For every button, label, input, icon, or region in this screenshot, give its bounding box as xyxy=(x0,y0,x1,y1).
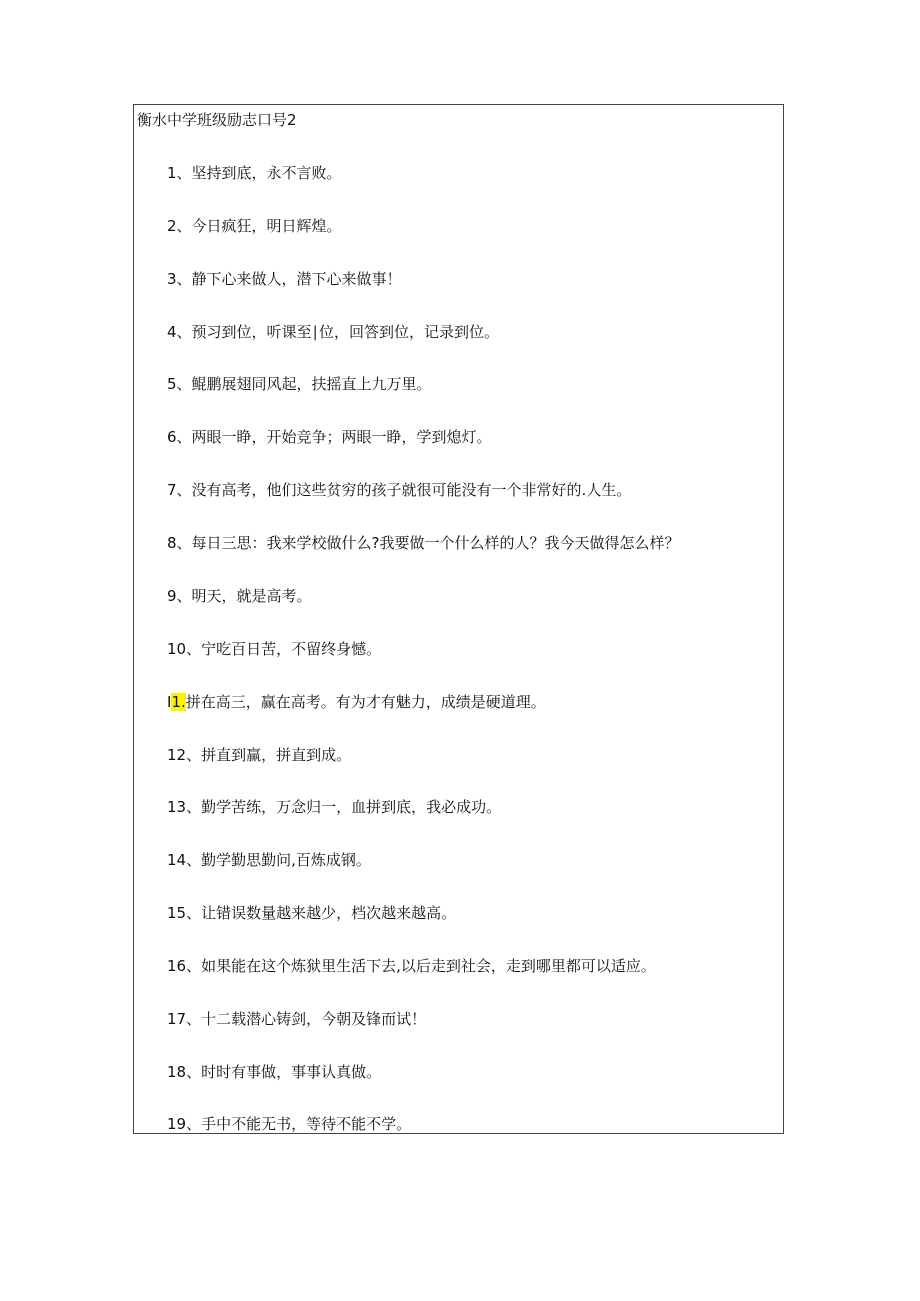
slogan-list xyxy=(134,105,783,1133)
list-item: 1、坚持到底，永不言败。 xyxy=(167,164,342,182)
list-item: 9、明天，就是高考。 xyxy=(167,587,312,605)
list-item: 12、拼直到赢，拼直到成。 xyxy=(167,746,352,764)
document-frame xyxy=(133,104,784,1134)
list-item: 8、每日三思：我来学校做什么?我要做一个什么样的人？我今天做得怎么样？ xyxy=(167,534,680,552)
list-item: 10、宁吃百日苦，不留终身憾。 xyxy=(167,640,382,658)
list-item: 3、静下心来做人，潜下心来做事！ xyxy=(167,270,402,288)
list-item: 4、预习到位，听课至∣位，回答到位，记录到位。 xyxy=(167,323,500,341)
list-item: 19、手中不能无书，等待不能不学。 xyxy=(167,1115,412,1133)
list-item: 13、勤学苦练，万念归一，血拼到底，我必成功。 xyxy=(167,798,502,816)
item11-text: 拼在高三，赢在高考。有为才有魅力，成绩是硬道理。 xyxy=(185,693,546,711)
document-title: 衡水中学班级励志口号2 xyxy=(137,111,297,129)
list-item: 16、如果能在这个炼狱里生活下去,以后走到社会，走到哪里都可以适应。 xyxy=(167,957,656,975)
list-item: 2、今日疯狂，明日辉煌。 xyxy=(167,217,342,235)
list-item: 18、时时有事做，事事认真做。 xyxy=(167,1063,382,1081)
list-item: 14、勤学勤思勤问,百炼成钢。 xyxy=(167,851,371,869)
list-item: 15、让错误数量越来越少，档次越来越高。 xyxy=(167,904,457,922)
highlighted-number: 1. xyxy=(171,693,186,711)
list-item: 6、两眼一睁，开始竞争；两眼一睁，学到熄灯。 xyxy=(167,428,492,446)
list-item: 5、鲲鹏展翅同风起，扶摇直上九万里。 xyxy=(167,375,432,393)
list-item: 7、没有高考，他们这些贫穷的孩子就很可能没有一个非常好的.人生。 xyxy=(167,481,632,499)
list-item: 17、十二载潜心铸剑，今朝及锋而试！ xyxy=(167,1010,427,1028)
list-item-11 xyxy=(167,693,546,711)
item11-prefix: I xyxy=(167,693,172,711)
